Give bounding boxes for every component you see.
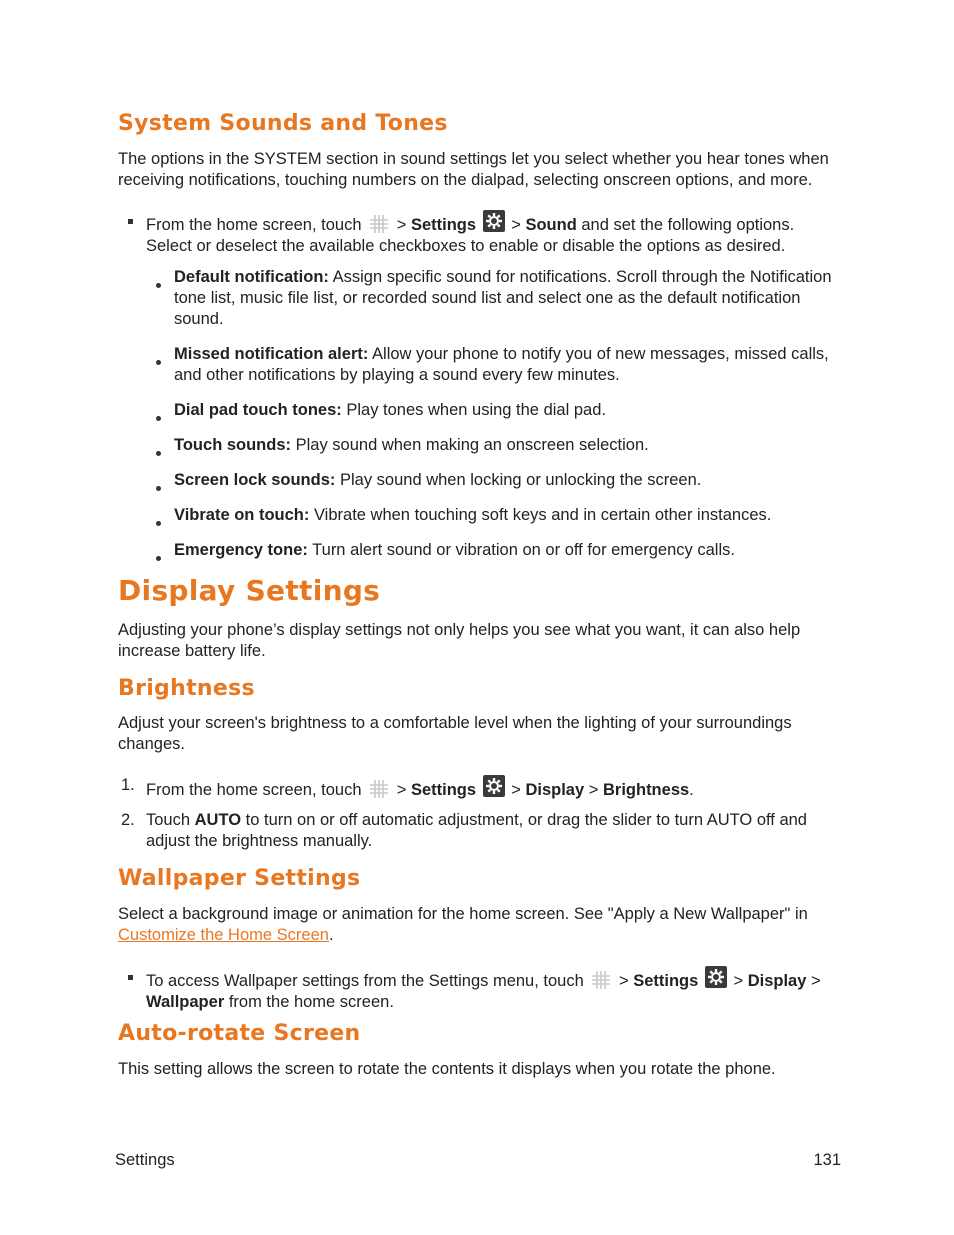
option-label: Default notification:: [174, 268, 329, 286]
section-heading-brightness: Brightness: [118, 676, 255, 701]
wallpaper-label: Wallpaper: [146, 993, 225, 1011]
option-text: Play sound when making an onscreen selection.: [295, 436, 649, 454]
step-text: from the home screen.: [228, 993, 394, 1011]
settings-label: Settings: [633, 972, 699, 990]
apps-grid-icon: [590, 970, 612, 990]
option-item: [174, 267, 844, 330]
round-bullet: [156, 360, 161, 365]
option-text: Play tones when using the dial pad.: [346, 401, 606, 419]
apps-grid-icon: [368, 214, 390, 234]
round-bullet: [156, 416, 161, 421]
system-sounds-step: [146, 210, 841, 257]
section-heading-display-settings: Display Settings: [118, 574, 381, 607]
step-number: 2.: [121, 811, 135, 829]
settings-gear-icon: [705, 966, 727, 988]
round-bullet: [156, 283, 161, 288]
display-label: Display: [747, 972, 807, 990]
option-item: [174, 540, 844, 561]
round-bullet: [156, 556, 161, 561]
section-heading-auto-rotate: Auto-rotate Screen: [118, 1021, 361, 1046]
step-text: From the home screen, touch: [146, 781, 362, 799]
auto-rotate-intro: This setting allows the screen to rotate the contents it displays when you rotate the phone.: [118, 1060, 776, 1078]
section-heading-wallpaper: Wallpaper Settings: [118, 866, 361, 891]
square-bullet: [128, 975, 133, 980]
separator: >: [511, 216, 521, 234]
option-label: Touch sounds:: [174, 436, 292, 454]
option-item: [174, 344, 844, 386]
settings-gear-icon: [483, 210, 505, 232]
settings-label: Settings: [410, 216, 477, 234]
round-bullet: [156, 486, 161, 491]
option-text: Turn alert sound or vibration on or off for emergency calls.: [312, 541, 735, 559]
square-bullet: [128, 219, 133, 224]
option-label: Emergency tone:: [174, 541, 308, 559]
period: .: [328, 926, 334, 944]
apps-grid-icon: [368, 779, 390, 799]
option-item: [174, 400, 844, 421]
step-text: From the home screen, touch: [146, 216, 362, 234]
option-label: Dial pad touch tones:: [174, 401, 342, 419]
display-settings-intro: Adjusting your phone’s display settings not only helps you see what you want, it can also help increase battery life.: [118, 621, 801, 660]
option-text: Assign specific sound for notifications. Scroll through the Notification tone list, music file list, or recorded sound list and select one as the default notification sound.: [174, 268, 832, 328]
brightness-step-1: [146, 775, 841, 801]
separator: >: [396, 781, 407, 799]
option-text: Allow your phone to notify you of new messages, missed calls, and other notifications by playing a sound every few minutes.: [174, 345, 829, 384]
separator: >: [733, 972, 744, 990]
option-label: Screen lock sounds:: [174, 471, 336, 489]
section-heading-system-sounds: System Sounds and Tones: [118, 111, 448, 136]
system-sounds-intro: The options in the SYSTEM section in sound settings let you select whether you hear tones when receiving notifications, touching numbers on the dialpad, selecting onscreen options, and more.: [118, 150, 829, 189]
footer-section-name: Settings: [115, 1151, 175, 1169]
option-item: [174, 505, 844, 526]
separator: >: [396, 216, 407, 234]
display-label: Display: [525, 781, 585, 799]
customize-home-screen-link[interactable]: Customize the Home Screen: [118, 926, 329, 944]
step-text: To access Wallpaper settings from the Settings menu, touch: [146, 972, 584, 990]
separator: >: [511, 781, 521, 799]
brightness-label: Brightness: [602, 781, 690, 799]
wallpaper-intro: [118, 904, 843, 946]
sound-label: Sound: [525, 216, 577, 234]
brightness-intro: Adjust your screen's brightness to a comfortable level when the lighting of your surroundings changes.: [118, 714, 792, 753]
brightness-step-2: [146, 810, 841, 852]
option-item: [174, 470, 844, 491]
intro-text: Select a background image or animation for the home screen. See "Apply a New Wallpaper" in: [118, 905, 808, 923]
period: .: [689, 781, 694, 799]
settings-gear-icon: [483, 775, 505, 797]
step-text: and set the following options. Select or deselect the available checkboxes to enable or disable the options as desired.: [146, 216, 795, 255]
wallpaper-step: [146, 966, 841, 1013]
step-number: 1.: [121, 776, 135, 794]
separator: >: [588, 781, 599, 799]
footer-page-number: 131: [813, 1151, 841, 1169]
option-item: [174, 435, 844, 456]
step-text: Touch: [146, 811, 191, 829]
settings-label: Settings: [410, 781, 477, 799]
option-label: Missed notification alert:: [174, 345, 369, 363]
auto-label: AUTO: [194, 811, 242, 829]
step-text: to turn on or off automatic adjustment, or drag the slider to turn AUTO off and adjust the brightness manually.: [146, 811, 807, 850]
round-bullet: [156, 451, 161, 456]
separator: >: [618, 972, 629, 990]
separator: >: [811, 972, 821, 990]
option-label: Vibrate on touch:: [174, 506, 310, 524]
option-text: Play sound when locking or unlocking the screen.: [339, 471, 702, 489]
option-text: Vibrate when touching soft keys and in certain other instances.: [313, 506, 772, 524]
round-bullet: [156, 521, 161, 526]
